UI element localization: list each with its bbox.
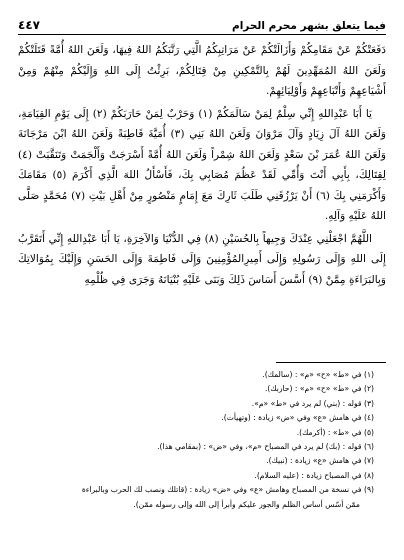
footnote: (٣) قوله : (بني) لم يرد في «ط» «م».: [251, 398, 374, 408]
paragraph: اللَّهُمَّ اجْعَلْنِي عِنْدَكَ وَجِيهاً بِالحُسَيْنِ (٨) فِي الدُّنْيَا وَالآخِرَةِ، يَا أَبَا عَبْدِاللهِ إِنِّي أَتَقَرَّبُ إِلَى اللهِ وَإِلَى رَسُولِهِ وَإِلَى أَمِيرِالمُؤْمِنِينَ وَإِلَى فَاطِمَةَ وَإِلَى الحَسَنِ وَإِلَيْكَ بِمُوَالاتِكَ وَبِالبَرَاءَةِ مِمَّنْ (٩) أَسَّسَ أَسَاسَ ذَلِكَ وَبَنَى عَلَيْهِ بُنْيَانَهُ وَجَرَى فِي ظُلْمِهِ: [18, 232, 386, 286]
footnote: (٩) في نسخة من المصباح وهامش «ع» وفي «ض» زيادة : (قاتلك ونصب لك الحرب وبالبراءة: [81, 485, 374, 495]
footnote: (٨) في المصباح زيادة : (عليه السلام).: [254, 470, 374, 480]
page-header: [18, 14, 386, 32]
footnote: (٧) في هامش «ع» زيادة : (نبيك).: [266, 456, 374, 466]
page-number: ٤٤٧: [18, 18, 40, 32]
footnote: (٤) في هامش «ع» وفي «ض» زيادة : (وتهيأت).: [221, 413, 374, 423]
footnote-separator: [276, 362, 386, 363]
footnote: (١) في «ط» «ح» «م» : (سالمك).: [262, 370, 374, 379]
running-title: فيما يتعلق بشهر محرم الحرام: [232, 20, 386, 32]
footnote-continuation: ممّن أسّس أساس الظلم والجور عليكم وأبرأ إلى الله وإلى رسوله ممّن).: [133, 499, 360, 509]
main-text: [18, 40, 386, 292]
footnote: (٢) في «ط» «ح» «م» : (حاربك).: [264, 384, 374, 394]
footnotes: [18, 368, 386, 512]
footnote: (٦) قوله : (بك) لم يرد في المصباح «م»، وفي «ض» : (بمقامي هذا).: [157, 442, 374, 452]
paragraph: دَفَعَتْكُمْ عَنْ مَقَامِكُمْ وَأَزَالَتْكُمْ عَنْ مَرَاتِبِكُمُ الَّتِي رَتَّبَكُمُ اللهُ فِيهَا، وَلَعَنَ اللهُ أُمَّةً قَتَلَتْكُمْ وَلَعَنَ اللهُ المُمَهِّدِينَ لَهُمْ بِالتَّمْكِينِ مِنْ قِتَالِكُمْ، بَرِئْتُ إِلَى اللهِ وَإِلَيْكُمْ مِنْهُمْ وَمِنْ أَشْيَاعِهِمْ وَأَتْبَاعِهِمْ وَأَوْلِيَائِهِمْ.: [18, 44, 386, 97]
header-rule: [18, 34, 386, 35]
footnote: (٥) في «ط» : (أكرمك).: [296, 427, 374, 437]
paragraph: يَا أَبَا عَبْدِاللهِ إِنِّي سِلْمٌ لِمَنْ سَالَمَكُمْ (١) وَحَرْبٌ لِمَنْ حَارَبَكُمْ (٢) إِلَى يَوْمِ القِيَامَةِ، وَلَعَنَ اللهُ آلَ زِيَادٍ وَآلَ مَرْوَانَ وَلَعَنَ اللهُ بَنِي (٣) أُمَيَّةَ قَاطِبَةً وَلَعَنَ اللهُ ابْنَ مَرْجَانَةَ وَلَعَنَ اللهُ عُمَرَ بْنَ سَعْدٍ وَلَعَنَ اللهُ شِمْراً وَلَعَنَ اللهُ أُمَّةً أَسْرَجَتْ وَأَلْجَمَتْ وَتَنَقَّبَتْ (٤) لِقِتَالِكَ، بِأَبِي أَنْتَ وَأُمِّي لَقَدْ عَظُمَ مُصَابِي بِكَ، فَأَسْأَلُ اللهَ الَّذِي أَكْرَمَ (٥) مَقَامَكَ وَأَكْرَمَنِي بِكَ (٦) أَنْ يَرْزُقَنِي طَلَبَ ثَارِكَ مَعَ إِمَامٍ مَنْصُورٍ مِنْ أَهْلِ بَيْتِ (٧) مُحَمَّدٍ صَلَّى اللهُ عَلَيْهِ وَآلِهِ.: [18, 107, 386, 222]
